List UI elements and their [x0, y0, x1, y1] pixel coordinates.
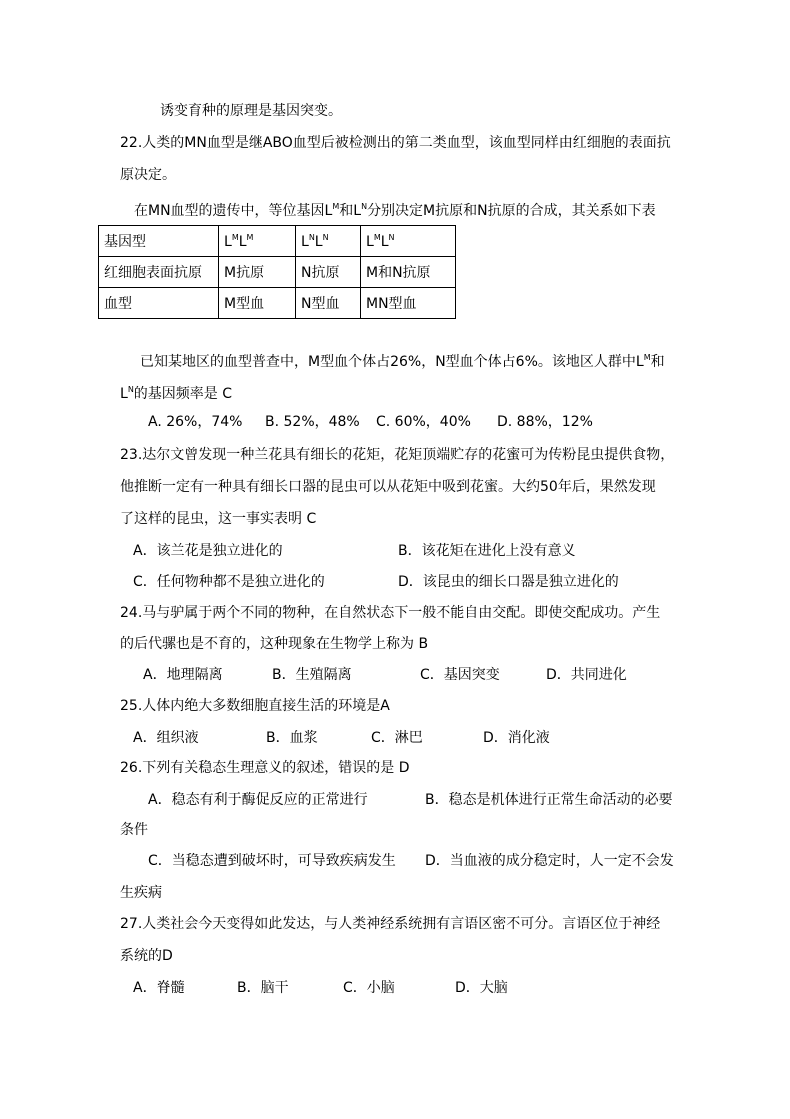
option-c: C．淋巴 — [371, 730, 423, 746]
question-22-stem: 22.人类的MN血型是继ABO血型后被检测出的第二类血型，该血型同样由红细胞的表面抗 — [120, 135, 671, 151]
option-d: D．当血液的成分稳定时，人一定不会发 — [425, 853, 674, 869]
text: 和 — [650, 354, 665, 370]
table-cell: M抗原 — [219, 257, 296, 288]
superscript: N — [308, 232, 315, 242]
table-cell: 基因型 — [99, 226, 219, 257]
table-row — [99, 257, 456, 288]
question-22-question — [140, 349, 665, 371]
superscript: N — [322, 232, 329, 242]
superscript: N — [388, 232, 395, 242]
text: L — [224, 233, 232, 250]
option-a: A. 26%，74% — [148, 414, 243, 430]
table-cell — [219, 226, 296, 257]
option-c: C．小脑 — [343, 980, 395, 996]
table-cell: 红细胞表面抗原 — [99, 257, 219, 288]
option-d: D. 88%，12% — [497, 414, 593, 430]
option-d: D．共同进化 — [546, 667, 627, 683]
question-27-stem: 27.人类社会今天变得如此发达，与人类神经系统拥有言语区密不可分。言语区位于神经 — [120, 916, 661, 932]
option-c: C. 60%，40% — [376, 414, 471, 430]
option-b: B．脑干 — [237, 980, 289, 996]
text: 已知某地区的血型普查中，M型血个体占26%，N型血个体占6%。该地区人群中L — [140, 354, 644, 370]
superscript: M — [332, 202, 340, 211]
option-d: D．大脑 — [455, 980, 508, 996]
text: L — [314, 233, 323, 250]
table-cell: M型血 — [219, 288, 296, 319]
superscript: M — [643, 353, 651, 362]
option-a: A．该兰花是独立进化的 — [133, 543, 283, 559]
table-cell: MN型血 — [361, 288, 456, 319]
text: 和L — [339, 203, 362, 219]
question-22-intro — [134, 198, 656, 220]
text: 的基因频率是 C — [133, 386, 233, 402]
option-d-cont: 生疾病 — [120, 885, 162, 901]
table-cell — [296, 226, 361, 257]
text: L — [380, 233, 389, 250]
text: 分别决定M抗原和N抗原的合成，其关系如下表 — [367, 203, 656, 219]
superscript: N — [127, 385, 134, 394]
table-cell — [361, 226, 456, 257]
question-23-stem-cont: 了这样的昆虫，这一事实表明 C — [120, 511, 317, 527]
text: 在MN血型的遗传中，等位基因L — [134, 203, 333, 219]
option-b-cont: 条件 — [120, 822, 148, 838]
text: L — [366, 233, 374, 250]
question-23-stem: 23.达尔文曾发现一种兰花具有细长的花矩，花矩顶端贮存的花蜜可为传粉昆虫提供食物， — [120, 447, 675, 463]
table-cell: N型血 — [296, 288, 361, 319]
question-22-stem-cont: 原决定。 — [120, 167, 176, 183]
option-c: C．当稳态遭到破坏时，可导致疾病发生 — [148, 853, 396, 869]
option-a: A．地理隔离 — [143, 667, 223, 683]
question-23-stem-cont: 他推断一定有一种具有细长口器的昆虫可以从花矩中吸到花蜜。大约50年后，果然发现 — [120, 479, 656, 495]
table-cell: 血型 — [99, 288, 219, 319]
option-c: C．任何物种都不是独立进化的 — [133, 574, 325, 590]
option-b: B．生殖隔离 — [272, 667, 352, 683]
question-24-stem-cont: 的后代骡也是不育的，这种现象在生物学上称为 B — [120, 636, 429, 652]
superscript: M — [373, 232, 381, 242]
question-22-question-cont — [120, 381, 232, 403]
superscript: M — [231, 232, 239, 242]
table-row — [99, 226, 456, 257]
text-line: 诱变育种的原理是基因突变。 — [160, 103, 342, 119]
question-27-stem-cont: 系统的D — [120, 948, 173, 964]
question-25-stem: 25.人体内绝大多数细胞直接生活的环境是A — [120, 698, 390, 714]
option-a: A．组织液 — [133, 730, 199, 746]
text: L — [120, 386, 128, 402]
table-cell: N抗原 — [296, 257, 361, 288]
question-26-stem: 26.下列有关稳态生理意义的叙述，错误的是 D — [120, 760, 410, 776]
genotype-table — [98, 225, 456, 319]
option-b: B．血浆 — [266, 730, 318, 746]
option-c: C．基因突变 — [420, 667, 500, 683]
question-24-stem: 24.马与驴属于两个不同的物种，在自然状态下一般不能自由交配。即使交配成功。产生 — [120, 605, 661, 621]
text: L — [301, 233, 309, 250]
table-cell: M和N抗原 — [361, 257, 456, 288]
table-row — [99, 288, 456, 319]
text: L — [238, 233, 247, 250]
option-b: B. 52%，48% — [265, 414, 360, 430]
superscript: M — [246, 232, 254, 242]
option-b: B．该花矩在进化上没有意义 — [398, 543, 576, 559]
option-b: B．稳态是机体进行正常生命活动的必要 — [425, 792, 673, 808]
option-d: D．该昆虫的细长口器是独立进化的 — [398, 574, 619, 590]
superscript: N — [361, 202, 368, 211]
option-a: A．脊髓 — [133, 980, 185, 996]
option-d: D．消化液 — [483, 730, 550, 746]
option-a: A．稳态有利于酶促反应的正常进行 — [148, 792, 368, 808]
